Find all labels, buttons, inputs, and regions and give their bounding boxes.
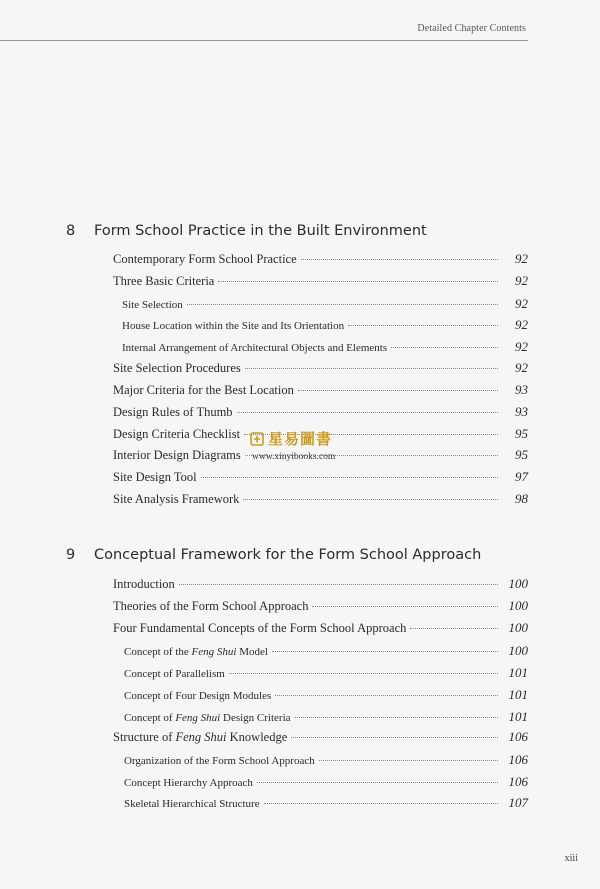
dot-leader xyxy=(391,347,498,348)
toc-entry-label: Three Basic Criteria xyxy=(113,274,215,288)
toc-entry-label: Design Criteria Checklist xyxy=(113,427,241,441)
dot-leader xyxy=(348,325,498,326)
toc-subentry[interactable] xyxy=(0,339,600,357)
toc-entry-label: Skeletal Hierarchical Structure xyxy=(124,798,260,810)
toc-entry-label: Structure of Feng Shui Knowledge xyxy=(113,730,288,744)
dot-leader xyxy=(298,390,498,391)
toc-entry-page: 100 xyxy=(508,643,528,658)
watermark-url: www.xinyibooks.com xyxy=(252,452,336,462)
toc-entry-label: Site Design Tool xyxy=(113,470,197,484)
toc-entry[interactable] xyxy=(0,273,600,291)
toc-entry-label: Interior Design Diagrams xyxy=(113,448,241,462)
toc-entry-page: 100 xyxy=(508,576,528,591)
toc-entry[interactable] xyxy=(0,729,600,747)
dot-leader xyxy=(187,304,498,305)
chapter-title xyxy=(66,547,481,563)
toc-entry-label: House Location within the Site and Its Orientation xyxy=(122,320,345,332)
toc-subentry[interactable] xyxy=(0,709,600,727)
toc-entry-label: Concept Hierarchy Approach xyxy=(124,777,253,789)
toc-entry-page: 93 xyxy=(515,404,528,419)
toc-entry-label: Concept of Parallelism xyxy=(124,668,225,680)
toc-entry-page: 107 xyxy=(508,795,528,810)
toc-entry-page: 93 xyxy=(515,382,528,397)
toc-subentry[interactable] xyxy=(0,665,600,683)
toc-entry[interactable] xyxy=(0,576,600,594)
dot-leader xyxy=(264,803,498,804)
dot-leader xyxy=(295,717,498,718)
toc-entry-label: Concept of Feng Shui Design Criteria xyxy=(124,712,291,724)
toc-entry-page: 106 xyxy=(508,752,528,767)
toc-subentry[interactable] xyxy=(0,795,600,813)
toc-entry-label: Four Fundamental Concepts of the Form School Approach xyxy=(113,621,407,635)
toc-entry-page: 92 xyxy=(515,273,528,288)
dot-leader xyxy=(218,281,498,282)
dot-leader xyxy=(237,412,498,413)
toc-entry[interactable] xyxy=(0,620,600,638)
chapter-title xyxy=(66,223,427,239)
chapter-number: 9 xyxy=(66,547,76,563)
xinyi-logo-icon xyxy=(250,432,264,446)
chapter-title-text: Conceptual Framework for the Form School Approach xyxy=(94,547,482,563)
toc-subentry[interactable] xyxy=(0,317,600,335)
toc-entry[interactable] xyxy=(0,360,600,378)
page-folio: xiii xyxy=(564,853,578,864)
italic-term: Feng Shui xyxy=(191,646,237,658)
running-head: Detailed Chapter Contents xyxy=(417,23,526,34)
toc-entry-label: Organization of the Form School Approach xyxy=(124,755,315,767)
toc-entry-page: 95 xyxy=(515,426,528,441)
watermark-chinese: 星易圖書 xyxy=(268,430,333,448)
toc-entry-page: 92 xyxy=(515,251,528,266)
toc-subentry[interactable] xyxy=(0,643,600,661)
dot-leader xyxy=(179,584,498,585)
toc-entry-page: 100 xyxy=(508,620,528,635)
dot-leader xyxy=(275,695,498,696)
toc-entry-label: Major Criteria for the Best Location xyxy=(113,383,294,397)
toc-entry-page: 106 xyxy=(508,729,528,744)
toc-entry-page: 92 xyxy=(515,296,528,311)
toc-entry[interactable] xyxy=(0,598,600,616)
chapter-number: 8 xyxy=(66,223,76,239)
dot-leader xyxy=(291,737,498,738)
toc-entry-label: Design Rules of Thumb xyxy=(113,405,233,419)
toc-entry-page: 97 xyxy=(515,469,528,484)
toc-entry[interactable] xyxy=(0,382,600,400)
toc-entry-page: 98 xyxy=(515,491,528,506)
toc-entry-label: Site Selection xyxy=(122,299,183,311)
toc-entry-page: 92 xyxy=(515,317,528,332)
dot-leader xyxy=(312,606,498,607)
toc-entry[interactable] xyxy=(0,491,600,509)
toc-entry-label: Contemporary Form School Practice xyxy=(113,252,297,266)
toc-entry-page: 101 xyxy=(508,665,528,680)
dot-leader xyxy=(243,499,498,500)
header-rule xyxy=(0,40,528,41)
toc-entry-page: 92 xyxy=(515,360,528,375)
toc-entry-label: Site Selection Procedures xyxy=(113,361,241,375)
italic-term: Feng Shui xyxy=(175,712,221,724)
dot-leader xyxy=(245,368,498,369)
toc-entry-page: 100 xyxy=(508,598,528,613)
toc-entry-label: Introduction xyxy=(113,577,175,591)
chapter-title-text: Form School Practice in the Built Environment xyxy=(94,223,427,239)
toc-subentry[interactable] xyxy=(0,774,600,792)
toc-entry-page: 101 xyxy=(508,687,528,702)
dot-leader xyxy=(410,628,498,629)
dot-leader xyxy=(229,673,498,674)
dot-leader xyxy=(319,760,498,761)
toc-entry-label: Concept of Four Design Modules xyxy=(124,690,272,702)
toc-entry-page: 106 xyxy=(508,774,528,789)
toc-entry-page: 95 xyxy=(515,447,528,462)
toc-entry-page: 92 xyxy=(515,339,528,354)
toc-entry-label: Site Analysis Framework xyxy=(113,492,240,506)
dot-leader xyxy=(201,477,498,478)
toc-subentry[interactable] xyxy=(0,296,600,314)
toc-subentry[interactable] xyxy=(0,752,600,770)
toc-entry[interactable] xyxy=(0,251,600,269)
toc-entry[interactable] xyxy=(0,404,600,422)
toc-entry-label: Internal Arrangement of Architectural Objects and Elements xyxy=(122,342,388,354)
toc-entry-page: 101 xyxy=(508,709,528,724)
dot-leader xyxy=(301,259,498,260)
dot-leader xyxy=(272,651,498,652)
toc-entry[interactable] xyxy=(0,469,600,487)
toc-entry-label: Theories of the Form School Approach xyxy=(113,599,309,613)
watermark xyxy=(250,428,336,462)
dot-leader xyxy=(257,782,498,783)
italic-term: Feng Shui xyxy=(175,730,227,744)
toc-subentry[interactable] xyxy=(0,687,600,705)
toc-entry-label: Concept of the Feng Shui Model xyxy=(124,646,268,658)
